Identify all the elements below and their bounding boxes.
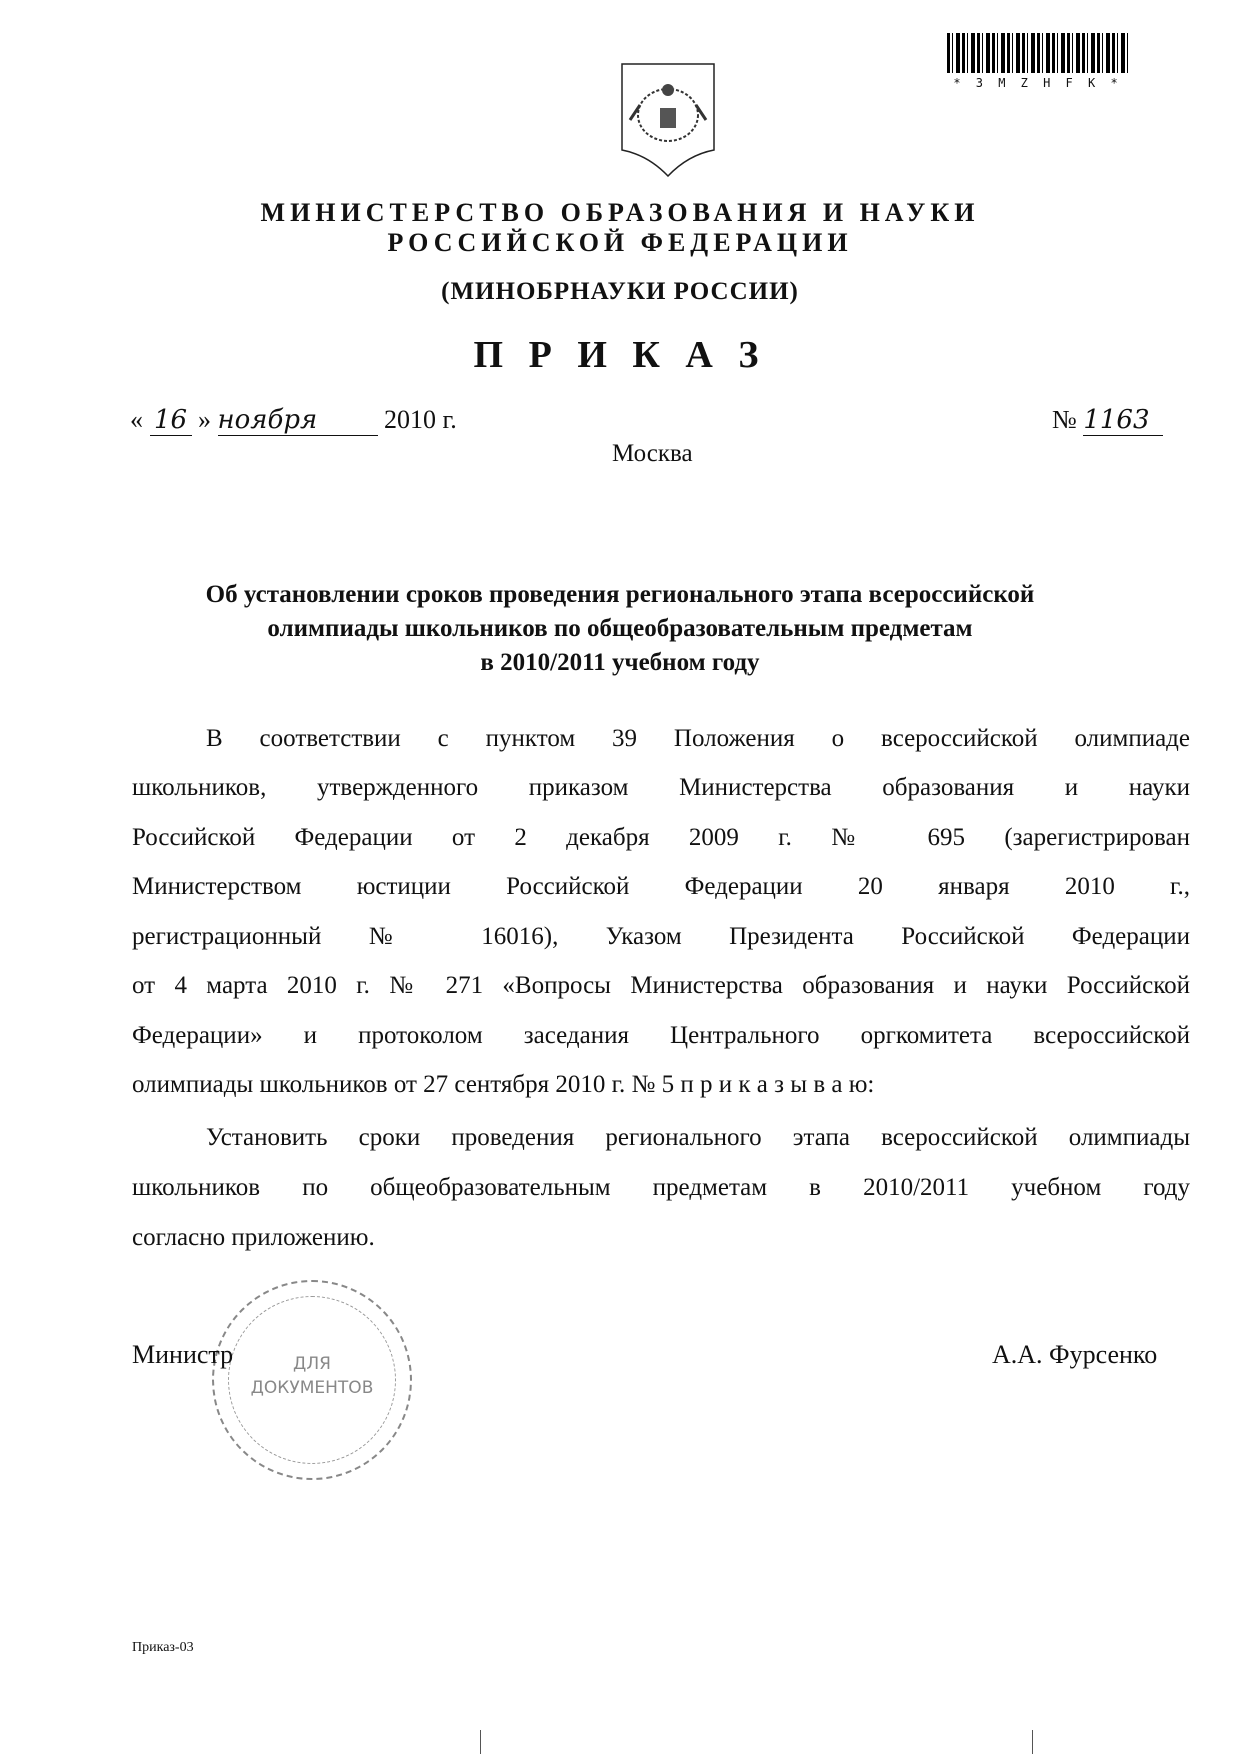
body-line: школьников, утвержденного приказом Министерства образования и науки — [132, 774, 1190, 801]
title-line: олимпиады школьников по общеобразовательным предметам — [267, 615, 973, 642]
ministry-short-name: (МИНОБРНАУКИ РОССИИ) — [441, 278, 799, 305]
body-line: Министерством юстиции Российской Федерации 20 января 2010 г., — [132, 873, 1190, 900]
order-number — [1052, 405, 1163, 436]
title-line: Об установлении сроков проведения регионального этапа всероссийской — [205, 581, 1035, 608]
ministry-name-line2: РОССИЙСКОЙ ФЕДЕРАЦИИ — [387, 228, 853, 257]
body-line: согласно приложению. — [132, 1224, 375, 1251]
body-line: олимпиады школьников от 27 сентября 2010 г. № 5 п р и к а з ы в а ю: — [132, 1071, 875, 1098]
stamp-line: ДОКУМЕНТОВ — [250, 1378, 374, 1398]
stamp-line: ДЛЯ — [293, 1354, 331, 1374]
order-title — [0, 578, 1240, 680]
body-line: В соответствии с пунктом 39 Положения о всероссийской олимпиаде — [206, 725, 1190, 752]
body-line: от 4 марта 2010 г. № 271 «Вопросы Министерства образования и науки Российской — [132, 972, 1190, 999]
body-line: Федерации» и протоколом заседания Центрального оргкомитета всероссийской — [132, 1022, 1190, 1049]
title-line: в 2010/2011 учебном году — [480, 649, 760, 676]
number-value: 1163 — [1083, 405, 1163, 436]
official-stamp — [212, 1280, 412, 1480]
body-line: Российской Федерации от 2 декабря 2009 г. № 695 (зарегистрирован — [132, 824, 1190, 851]
signatory-position: Министр — [132, 1340, 234, 1369]
footer-code: Приказ-03 — [132, 1640, 194, 1655]
number-label: № — [1052, 405, 1077, 434]
date-month: ноября — [218, 405, 378, 436]
scan-mark — [1032, 1730, 1033, 1754]
date-day: 16 — [150, 405, 192, 436]
body-line: Установить сроки проведения регионального этапа всероссийской олимпиады — [206, 1124, 1190, 1151]
scan-mark — [480, 1730, 481, 1754]
ministry-name-line1: МИНИСТЕРСТВО ОБРАЗОВАНИЯ И НАУКИ — [260, 198, 980, 227]
body-line: школьников по общеобразовательным предметам в 2010/2011 учебном году — [132, 1174, 1190, 1201]
quote-open: « — [130, 405, 143, 434]
barcode — [947, 33, 1128, 73]
barcode-text: * 3 M Z H F K * — [953, 76, 1122, 90]
document-type: П Р И К А З — [473, 334, 767, 376]
coat-of-arms-icon — [618, 60, 718, 185]
date-line — [130, 405, 457, 436]
date-year: 2010 г. — [384, 405, 457, 434]
quote-close: » — [198, 405, 211, 434]
body-line: регистрационный № 16016), Указом Президента Российской Федерации — [132, 923, 1190, 950]
city: Москва — [612, 440, 693, 467]
signatory-name: А.А. Фурсенко — [992, 1340, 1158, 1369]
